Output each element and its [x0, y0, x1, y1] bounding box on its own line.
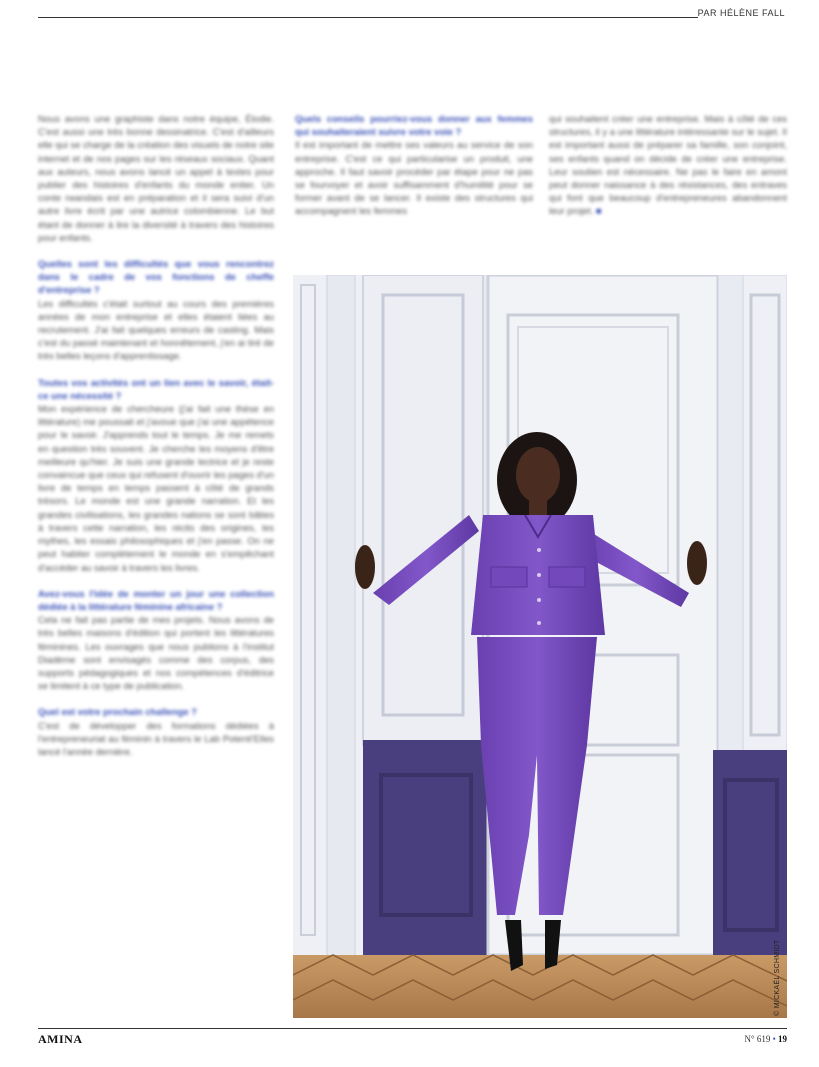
issue-number: N° 619 [744, 1034, 771, 1044]
byline: PAR HÉLÈNE FALL [697, 8, 785, 18]
bottom-rule [38, 1028, 787, 1029]
end-mark: ■ [593, 205, 602, 217]
interview-question: Quels conseils pourriez-vous donner aux femmes qui souhaiteraient suivre votre voie ? [295, 113, 533, 138]
interview-question: Quelles sont les difficultés que vous rencontrez dans le cadre de vos fonctions de cheffe d'entreprise ? [38, 258, 274, 296]
page-number: 19 [778, 1034, 787, 1044]
answer-paragraph: C'est de développer des formations dédiées à l'entrepreneuriat au féminin à travers le Lab Potenti'Elles lancé l'année dernière. [38, 719, 274, 757]
top-rule [38, 17, 698, 18]
answer-paragraph: Cela ne fait pas partie de mes projets. Nous avons de très belles maisons d'édition qui portent les littératures féminines. Les ouvrages que nous publions à l'institut Diadème sont envisagés comme des corpus, des supports pédagogiques et nos compétences d'éditrice se limitent à ce type de publication. [38, 614, 274, 692]
magazine-name: AMINA [38, 1032, 83, 1046]
portrait-illustration [293, 275, 787, 1018]
answer-paragraph: Les difficultés c'était surtout au cours des premières années de mon entreprise et elles étaient liées au recrutement. J'ai fait quelques erreurs de casting. Mais c'est du passé maintenant et honnêtement, j'en ai tiré de très belles leçons d'apprentissage. [38, 297, 274, 362]
interview-question: Toutes vos activités ont un lien avec le savoir, était-ce une nécessité ? [38, 376, 274, 401]
portrait-photo [293, 275, 787, 1018]
article-column-3 [549, 112, 787, 218]
article-column-2 [295, 112, 533, 218]
photo-credit: © MICKAËL SCHMIDT [774, 939, 781, 1016]
left-hand [355, 545, 375, 589]
face [516, 447, 560, 503]
folio [744, 1034, 787, 1044]
answer-paragraph: Nous avons une graphiste dans notre équipe, Élodie. C'est aussi une très bonne dessinatrice. C'est d'ailleurs elle qui se charge de la création des visuels de notre site internet et de nos pages sur les réseaux sociaux. Quant aux auteurs, nous avons lancé un appel à textes pour publier des histoires d'enfants du monde entier. Un conte rwandais est en préparation et il sera suivi d'un autre livre écrit par une autrice colombienne. Le but étant de donner à lire la diversité à travers des histoires pour enfants. [38, 113, 274, 243]
folio-separator: • [772, 1034, 776, 1044]
right-hand [687, 541, 707, 585]
interview-question: Quel est votre prochain challenge ? [38, 706, 197, 718]
article-column-1 [38, 112, 274, 758]
interview-question: Avez-vous l'idée de monter un jour une collection dédiée à la littérature féminine africaine ? [38, 587, 274, 612]
answer-paragraph: Mon expérience de chercheure (j'ai fait une thèse en littérature) me poussait et j'avoue que j'ai une appétence pour le savoir. J'apprends tout le temps. Je me remets en question très souvent. Je cherche les moyens d'être meilleure qu'hier. Je suis une grande lectrice et je reste convaincue que ceux qui refusent d'ouvrir les pages d'un livre de temps en temps passent à côté de grands trésors. Le monde est une grande narration. Et les grandes civilisations, les grandes nations se sont bâties à travers cette narration, les récits des origines, les mythes, les essais philosophiques et j'en passe. On ne peut habiter complètement le monde en s'empêchant d'accéder au savoir à travers les livres. [38, 403, 274, 573]
answer-paragraph: qui souhaitent créer une entreprise. Mais à côté de ces structures, il y a une littérature intéressante sur le sujet. Il est important aussi de préparer sa famille, son conjoint, ses enfants quand on décide de créer une entreprise. Leur soutien est nécessaire. Ne pas le faire en amont peut donner naissance à des résistances, des entraves qui font que beaucoup d'entrepreneures abandonnent leur projet. ■ [549, 113, 787, 217]
answer-paragraph: Il est important de mettre ses valeurs au service de son entreprise. C'est ce qui particularise un produit, une approche. Il faut savoir procéder par étape pour ne pas se fourvoyer et avoir suffisamment d'humilité pour se former avant de se lancer. Il existe des structures qui accompagnent les femmes [295, 139, 533, 217]
